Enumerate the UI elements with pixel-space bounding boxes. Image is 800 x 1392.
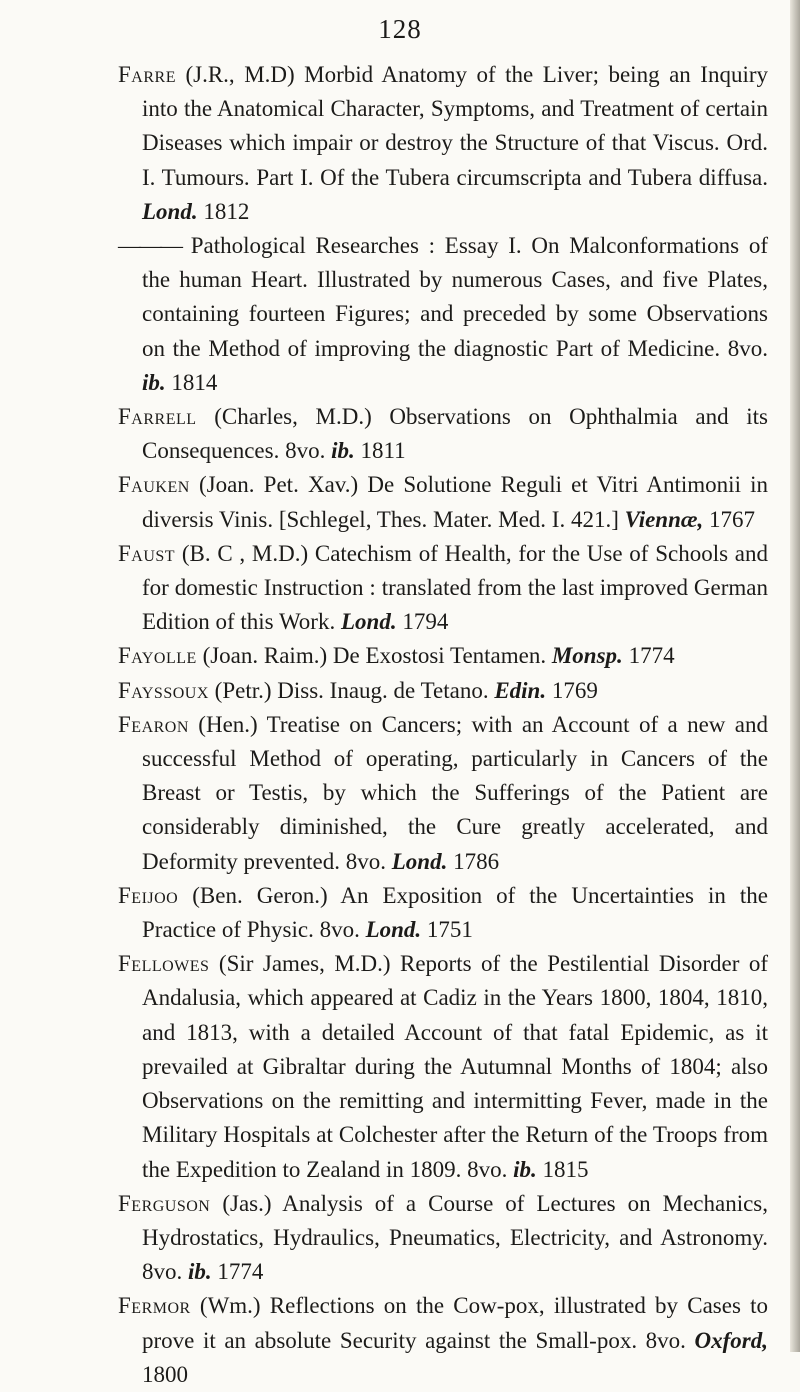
bibliography-entry bbox=[118, 674, 768, 708]
entry-place: ib. bbox=[142, 369, 166, 395]
entry-description: (Joan. Pet. Xav.) De Solutione Reguli et Vitri Antimonii in diversis Vinis. [Schlegel, Thes. Mater. Med. I. 421.] bbox=[142, 472, 769, 532]
bibliography-entry bbox=[118, 537, 768, 640]
entry-description: (B. C , M.D.) Catechism of Health, for the Use of Schools and for domestic Instruction : translated from the last improved German Edition of this Work. bbox=[142, 540, 769, 635]
entry-imprint bbox=[331, 438, 406, 463]
bibliography-entry bbox=[118, 639, 768, 673]
entry-year: 1811 bbox=[360, 438, 406, 464]
bibliography-entry bbox=[118, 58, 768, 229]
entry-description: (Petr.) Diss. Inaug. de Tetano. bbox=[214, 677, 489, 703]
entry-imprint bbox=[142, 199, 249, 224]
entry-imprint bbox=[494, 678, 598, 703]
entry-place: Viennæ, bbox=[624, 506, 704, 532]
entry-year: 1815 bbox=[542, 1156, 589, 1182]
bibliography-entry bbox=[118, 400, 768, 468]
entry-author: Feijoo bbox=[118, 882, 179, 908]
entry-author-ditto: ——— bbox=[118, 233, 181, 259]
entry-place: Edin. bbox=[494, 677, 547, 703]
bibliography-entry bbox=[118, 879, 768, 947]
entry-imprint bbox=[625, 507, 755, 532]
entry-imprint bbox=[392, 849, 499, 874]
entry-imprint bbox=[513, 1157, 588, 1182]
entry-description: Pathological Researches : Essay I. On Malconformations of the human Heart. Illustrated by numerous Cases, and five Plates, containing fourteen Figures; and preceded by some Observations on the Method of improving the diagnostic Part of Medicine. 8vo. bbox=[142, 233, 768, 361]
entry-year: 1769 bbox=[551, 677, 598, 703]
entry-year: 1812 bbox=[203, 198, 250, 224]
entry-place: ib. bbox=[331, 438, 355, 464]
bibliography-entry bbox=[118, 1289, 768, 1392]
entry-place: Lond. bbox=[340, 609, 397, 635]
entry-place: ib. bbox=[188, 1259, 212, 1285]
bibliography-entry bbox=[118, 947, 768, 1186]
entry-description: (J.R., M.D) Morbid Anatomy of the Liver; being an Inquiry into the Anatomical Character, Symptoms, and Treatment of certain Diseases which impair or destroy the Structure of that Viscus. Ord. I. Tumours. Part I. Of the Tubera circumscripta and Tubera diffusa. bbox=[142, 62, 768, 190]
entry-imprint bbox=[142, 370, 217, 395]
bibliography-entry bbox=[118, 1187, 768, 1290]
entry-description: (Joan. Raim.) De Exostosi Tentamen. bbox=[202, 643, 547, 669]
entry-year: 1767 bbox=[709, 506, 755, 532]
entry-author: Fellowes bbox=[118, 951, 210, 977]
entry-author: Fayolle bbox=[118, 643, 197, 669]
bibliography-entry bbox=[118, 229, 768, 400]
entry-place: Lond. bbox=[391, 848, 448, 874]
bibliography-entry bbox=[118, 468, 768, 536]
entry-year: 1794 bbox=[402, 609, 449, 635]
entry-imprint bbox=[552, 643, 675, 668]
entry-author: Farre bbox=[118, 62, 176, 87]
entry-description: (Wm.) Reflections on the Cow-pox, illustrated by Cases to prove it an absolute Security against the Small-pox. 8vo. bbox=[142, 1293, 769, 1353]
page-number: 128 bbox=[378, 14, 422, 44]
entry-place: ib. bbox=[513, 1156, 537, 1182]
entry-year: 1800 bbox=[142, 1361, 188, 1387]
entry-author: Ferguson bbox=[118, 1190, 211, 1216]
entry-year: 1751 bbox=[426, 917, 473, 943]
entry-author: Fearon bbox=[118, 711, 189, 737]
entry-description: (Charles, M.D.) Observations on Ophthalmia and its Consequences. 8vo. bbox=[142, 404, 768, 464]
entry-place: Lond. bbox=[142, 198, 198, 224]
entry-author: Fermor bbox=[118, 1293, 191, 1319]
entry-author: Faust bbox=[118, 540, 176, 566]
entry-author: Farrell bbox=[118, 404, 197, 430]
entry-imprint bbox=[341, 609, 448, 634]
entry-imprint bbox=[188, 1259, 263, 1284]
entry-imprint bbox=[366, 917, 473, 942]
entry-place: Oxford, bbox=[694, 1327, 769, 1353]
bibliography-entry bbox=[118, 708, 768, 879]
entry-description: (Sir James, M.D.) Reports of the Pestilential Disorder of Andalusia, which appeared at Cadiz in the Years 1800, 1804, 1810, and 1813, with a detailed Account of that fatal Epidemic, as it prevailed at Gibraltar during the Autumnal Months of 1804; also Observations on the remitting and intermitting Fever, made in the Military Hospitals at Colchester after the Return of the Troops from the Expedition to Zealand in 1809. 8vo. bbox=[142, 951, 768, 1182]
entry-year: 1786 bbox=[453, 848, 500, 874]
entry-place: Lond. bbox=[365, 917, 422, 943]
entry-description: (Hen.) Treatise on Cancers; with an Account of a new and successful Method of operating, particularly in Cancers of the Breast or Testis, by which the Sufferings of the Patient are considerably diminished, the Cure greatly accelerated, and Deformity prevented. 8vo. bbox=[142, 711, 768, 874]
entry-author: Fauken bbox=[118, 472, 190, 498]
entry-description: (Ben. Geron.) An Exposition of the Uncertainties in the Practice of Physic. 8vo. bbox=[142, 882, 769, 943]
entry-year: 1814 bbox=[171, 369, 218, 395]
entry-place: Monsp. bbox=[551, 643, 623, 669]
entry-description: (Jas.) Analysis of a Course of Lectures on Mechanics, Hydrostatics, Hydraulics, Pneumatics, Electricity, and Astronomy. 8vo. bbox=[142, 1190, 768, 1285]
page-edge-shadow bbox=[790, 0, 800, 1352]
entry-year: 1774 bbox=[628, 643, 675, 669]
entry-year: 1774 bbox=[217, 1259, 264, 1285]
entry-author: Fayssoux bbox=[118, 677, 209, 703]
bibliography-list bbox=[118, 58, 768, 1392]
